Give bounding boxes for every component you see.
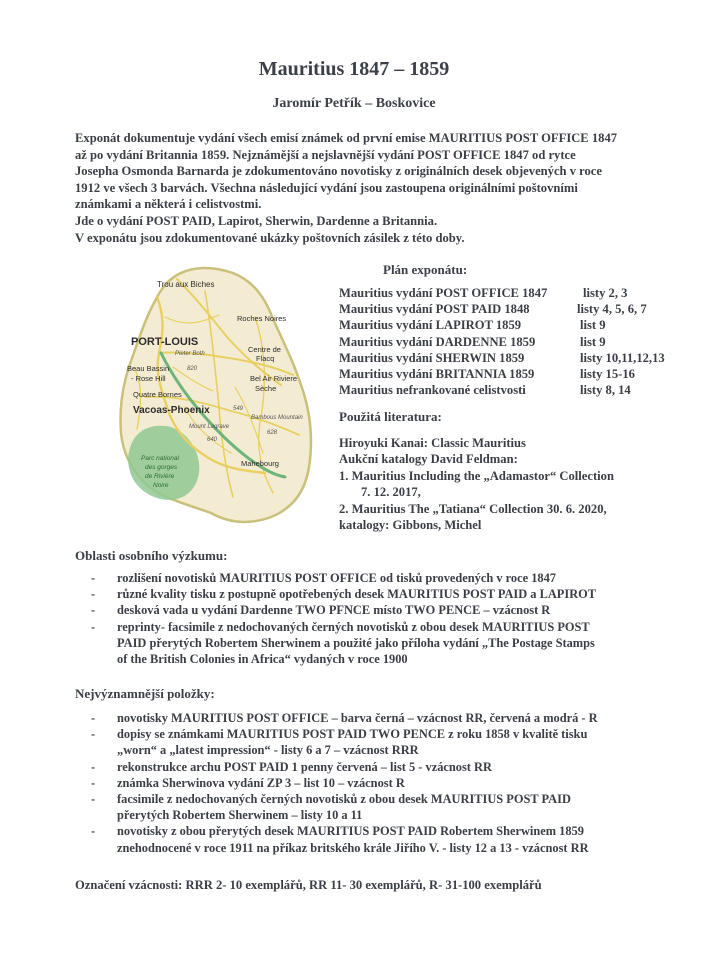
plan-value: list 9 bbox=[580, 334, 606, 349]
page-title: Mauritius 1847 – 1859 bbox=[258, 58, 450, 80]
plan-value: listy 4, 5, 6, 7 bbox=[577, 302, 647, 317]
peak-label: Pieter Both bbox=[175, 351, 205, 357]
highlights-heading: Nejvýznamnější položky: bbox=[75, 686, 215, 701]
place-label: Beau Bassin bbox=[127, 364, 170, 373]
literature-line: Aukční katalogy David Feldman: bbox=[339, 452, 518, 467]
peak-label: 640 bbox=[207, 437, 218, 443]
plan-value: listy 10,11,12,13 bbox=[580, 350, 665, 365]
park-label: des gorges bbox=[145, 464, 178, 471]
peak-label: Mount Lagrave bbox=[189, 424, 230, 430]
author-line: Jaromír Petřík – Boskovice bbox=[272, 96, 436, 111]
plan-list bbox=[339, 285, 689, 398]
place-label: Flacq bbox=[256, 354, 275, 363]
plan-label: Mauritius vydání LAPIROT 1859 bbox=[339, 318, 522, 333]
research-list bbox=[91, 570, 691, 667]
intro-paragraph bbox=[75, 130, 685, 246]
peak-label: 820 bbox=[187, 366, 198, 372]
plan-label: Mauritius vydání SHERWIN 1859 bbox=[339, 350, 525, 365]
plan-row bbox=[339, 350, 689, 366]
intro-line: Exponát dokumentuje vydání všech emisí známek od první emise MAURITIUS POST OFFICE 1847 bbox=[75, 131, 618, 145]
peak-label: Bambous Mountain bbox=[251, 415, 303, 421]
highlight-item: - novotisky z obou přerytých desek MAURITIUS POST PAID Robertem Sherwinem 1859 znehodnocené v roce 1911 na příkaz britského krále Jiřího V. - listy 12 a 13 - vzácnost RR bbox=[91, 824, 589, 855]
highlight-item: - známka Sherwinova vydání ZP 3 – list 10 – vzácnost R bbox=[91, 775, 405, 790]
literature-line: 7. 12. 2017, bbox=[361, 485, 421, 500]
place-label-capital: PORT-LOUIS bbox=[131, 336, 199, 348]
plan-row bbox=[339, 285, 689, 301]
highlight-item: - novotisky MAURITIUS POST OFFICE – barva černá – vzácnost RR, červená a modrá - R bbox=[91, 711, 598, 725]
plan-value: listy 2, 3 bbox=[583, 286, 628, 300]
literature-line: 1. Mauritius Including the „Adamastor“ Collection bbox=[339, 468, 614, 483]
place-label: Sèche bbox=[255, 384, 277, 393]
plan-row bbox=[339, 317, 689, 333]
plan-row bbox=[339, 366, 689, 382]
place-label: Quatre Bornes bbox=[133, 390, 182, 399]
plan-label: Mauritius vydání BRITANNIA 1859 bbox=[339, 366, 535, 381]
intro-line: 1912 ve všech 3 barvách. Všechna následující vydání jsou zastoupena originálními poštovními bbox=[75, 180, 578, 195]
highlight-item: - dopisy se známkami MAURITIUS POST PAID TWO PENCE z roku 1858 v kvalitě tisku „worn“ a „latest impression“ - listy 6 a 7 – vzácnost RRR bbox=[91, 727, 588, 758]
plan-heading: Plán exponátu: bbox=[383, 262, 468, 277]
intro-line: známkami a některá i celistvostmi. bbox=[75, 197, 262, 212]
park-label: Parc national bbox=[141, 455, 179, 462]
plan-label: Mauritius vydání DARDENNE 1859 bbox=[339, 334, 536, 349]
park-label: de Rivière bbox=[145, 473, 175, 480]
peak-label: 628 bbox=[267, 430, 278, 436]
intro-line: V exponátu jsou zdokumentované ukázky poštovních zásilek z této doby. bbox=[75, 230, 465, 245]
research-item: - různé kvality tisku z postupně opotřebených desek MAURITIUS POST PAID a LAPIROT bbox=[91, 587, 597, 602]
plan-value: list 9 bbox=[580, 318, 606, 333]
place-label: Bel Air Riviere bbox=[250, 374, 298, 383]
literature-line: 2. Mauritius The „Tatiana“ Collection 30. 6. 2020, bbox=[339, 501, 607, 516]
place-label: Mahebourg bbox=[241, 459, 279, 468]
park-label: Noire bbox=[153, 482, 169, 489]
research-item: - rozlišení novotisků MAURITIUS POST OFFICE od tisků provedených v roce 1847 bbox=[91, 571, 557, 585]
highlight-item: - facsimile z nedochovaných černých novotisků z obou desek MAURITIUS POST PAID přerytých Robertem Sherwinem – listy 10 a 11 bbox=[91, 792, 571, 823]
plan-row bbox=[339, 301, 689, 317]
research-item: - desková vada u vydání Dardenne TWO PFNCE místo TWO PENCE – vzácnost R bbox=[91, 603, 551, 618]
place-label: Roches Noires bbox=[237, 314, 287, 323]
plan-label: Mauritius vydání POST PAID 1848 bbox=[339, 302, 530, 317]
place-label: Trou aux Biches bbox=[157, 280, 215, 289]
rarity-note: Označení vzácnosti: RRR 2- 10 exemplářů, RR 11- 30 exemplářů, R- 31-100 exemplářů bbox=[75, 878, 542, 892]
highlight-item: - rekonstrukce archu POST PAID 1 penny červená – list 5 - vzácnost RR bbox=[91, 759, 492, 774]
research-item: - reprinty- facsimile z nedochovaných černých novotisků z obou desek MAURITIUS POST PAID přerytých Robertem Sherwinem a použité jako příloha vydání „The Postage Stamps of the British Colonies in Africa“ vydaných v roce 1900 bbox=[91, 619, 595, 667]
literature-line: Hiroyuki Kanai: Classic Mauritius bbox=[339, 436, 526, 450]
plan-label: Mauritius vydání POST OFFICE 1847 bbox=[339, 286, 548, 300]
intro-line: Josepha Osmonda Barnarda je zdokumentováno novotisky z originálních desek objevených v roce bbox=[75, 164, 602, 179]
plan-row bbox=[339, 382, 689, 398]
highlights-list bbox=[91, 710, 691, 856]
place-label: Vacoas-Phoenix bbox=[133, 405, 210, 416]
intro-line: Jde o vydání POST PAID, Lapirot, Sherwin, Dardenne a Britannia. bbox=[75, 213, 438, 228]
literature-heading: Použitá literatura: bbox=[339, 409, 442, 424]
intro-line: až po vydání Britannia 1859. Nejznámější a nejslavnější vydání POST OFFICE 1847 od rytce bbox=[75, 147, 576, 162]
literature-list bbox=[339, 435, 689, 533]
peak-label: 549 bbox=[233, 406, 244, 412]
mauritius-map bbox=[115, 257, 330, 527]
plan-label: Mauritius nefrankované celistvosti bbox=[339, 383, 526, 398]
plan-value: listy 15-16 bbox=[580, 366, 635, 381]
place-label: - Rose Hill bbox=[131, 374, 166, 383]
place-label: Centre de bbox=[248, 345, 281, 354]
plan-row bbox=[339, 334, 689, 350]
literature-line: katalogy: Gibbons, Michel bbox=[339, 518, 482, 533]
plan-value: listy 8, 14 bbox=[580, 383, 631, 398]
research-heading: Oblasti osobního výzkumu: bbox=[75, 548, 228, 563]
